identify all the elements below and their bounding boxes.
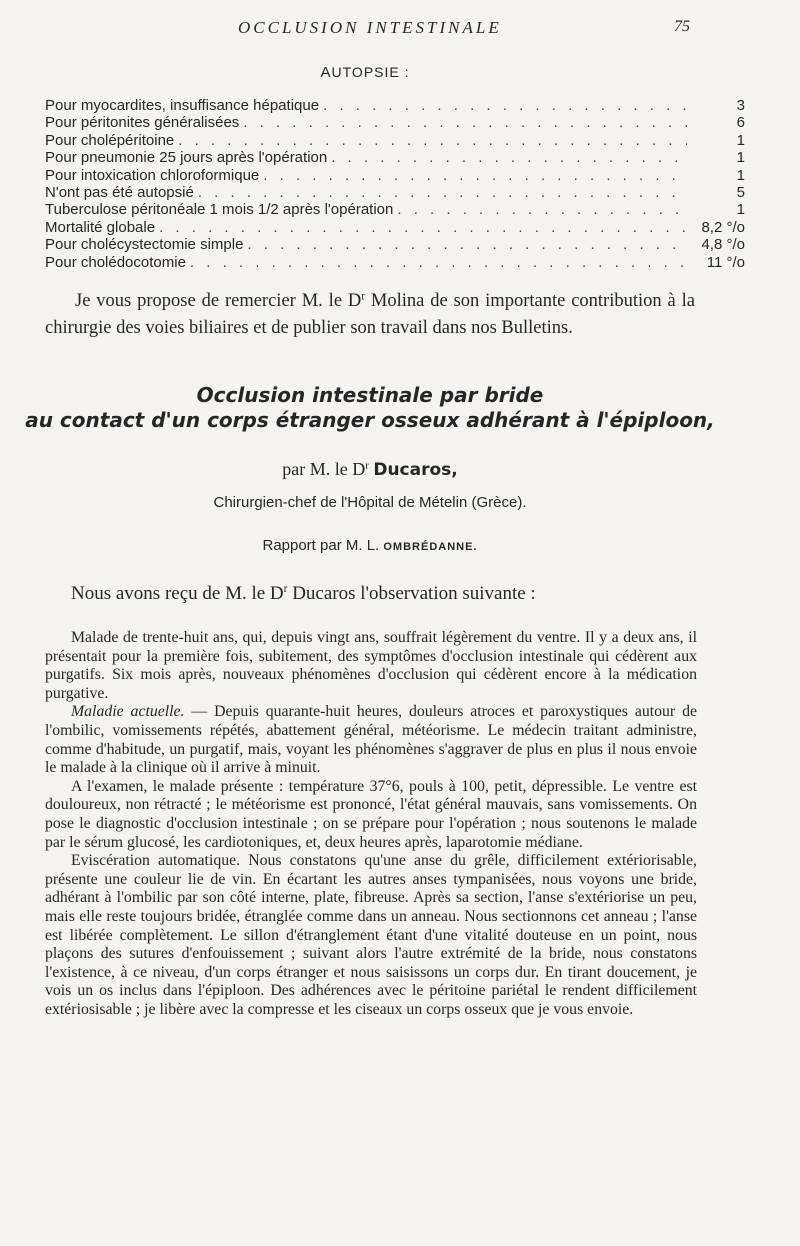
- article-title-line-1: Occlusion intestinale par bride: [196, 383, 544, 407]
- stat-label: Pour péritonites généralisées: [45, 114, 240, 132]
- stat-row: [45, 114, 745, 131]
- article-title-line-2: au contact d'un corps étranger osseux adhérant à l'épiploon,: [25, 408, 715, 432]
- article-title: [0, 383, 740, 433]
- stat-value: 5: [736, 183, 745, 201]
- author-name: Ducaros,: [373, 460, 458, 480]
- dot-leader: [263, 167, 687, 184]
- stat-label: Pour cholécystectomie simple: [45, 236, 244, 254]
- stat-value: 1: [736, 149, 745, 167]
- dot-leader: [159, 219, 687, 236]
- stat-value: 11 °/o: [706, 253, 745, 271]
- stat-label: Pour pneumonie 25 jours après l'opération: [45, 149, 328, 167]
- reception-text-start: Nous avons reçu de M. le D: [71, 583, 284, 604]
- stat-row: [45, 184, 745, 201]
- stat-row: [45, 97, 745, 114]
- autopsy-heading-colon: :: [399, 64, 410, 80]
- stat-label: Pour myocardites, insuffisance hépatique: [45, 97, 320, 114]
- dot-leader: [178, 132, 687, 149]
- molina-text-end: Molina de son importante contribution à la chirurgie des voies biliaires et de publier son travail dans nos Bulletins.: [45, 291, 695, 338]
- body-paragraph-2: [45, 703, 697, 777]
- author-affiliation: Chirurgien-chef de l'Hôpital de Mételin (Grèce).: [213, 494, 527, 511]
- stat-value: 1: [736, 166, 745, 184]
- dot-leader: [247, 236, 687, 253]
- stat-row: [45, 236, 745, 253]
- reception-text-end: Ducaros l'observation suivante :: [287, 583, 536, 604]
- molina-paragraph: [45, 288, 695, 342]
- body-paragraph-2-label: Maladie actuelle.: [71, 703, 185, 721]
- stat-value: 1: [736, 131, 745, 149]
- author-doctor-sup: r: [365, 459, 369, 472]
- stat-row: [45, 149, 745, 166]
- stat-row: [45, 201, 745, 218]
- reception-doctor-sup: r: [283, 583, 288, 596]
- author-prefix: par M. le D: [282, 459, 366, 479]
- body-paragraph-2-text: — Depuis quarante-huit heures, douleurs atroces et paroxystiques autour de l'ombilic, vomissements répétés, abattement général, météorisme. Le médecin traitant administre, comme d'habitude, un purgatif, mais, voyant les phénomènes s'aggraver de plus en plus il nous envoie le malade à la clinique où il arrive à minuit.: [45, 703, 697, 777]
- stat-row: [45, 254, 745, 271]
- dot-leader: [323, 97, 687, 114]
- molina-doctor-sup: r: [361, 290, 365, 303]
- stat-row: [45, 219, 745, 236]
- running-title: OCCLUSION INTESTINALE: [238, 18, 502, 37]
- stat-value: 6: [736, 114, 745, 132]
- autopsy-statistics-list: [45, 97, 745, 271]
- author-line: [0, 459, 740, 480]
- rapport-line: [0, 537, 740, 554]
- stat-label: Pour cholépéritoine: [45, 131, 175, 149]
- stat-label: Pour intoxication chloroformique: [45, 166, 260, 184]
- dot-leader: [190, 254, 687, 271]
- reception-line: [71, 583, 536, 605]
- body-paragraph-1: Malade de trente-huit ans, qui, depuis vingt ans, souffrait légèrement du ventre. Il y a deux ans, il présentait pour la première fois, subitement, des symptômes d'occlusion intestinale qui cédèrent aux purgatifs. Six mois après, nouveaux phénomènes d'occlusion qui cédèrent encore à la médication purgative.: [45, 629, 697, 702]
- rapport-prefix: Rapport par M. L.: [262, 537, 384, 554]
- body-paragraph-4: Eviscération automatique. Nous constatons qu'une anse du grêle, difficilement extériorisable, présente une couleur lie de vin. En écartant les autres anses tympanisées, nous voyons une bride, adhérant à l'ombilic par son côté interne, plate, fibreuse. Après sa section, l'anse s'extériorise un peu, mais elle reste toujours bridée, étranglée comme dans un anneau. Nous sectionnons cet anneau ; l'anse est libérée complètement. Le sillon d'étranglement étant d'une vitalité douteuse en un point, nous plaçons des sutures d'enfouissement ; suivant alors l'autre extrémité de la bride, nous constatons l'existence, à ce niveau, d'un corps étranger et nous saisissons un corps dur. En tirant doucement, je vois un os inclus dans l'épiploon. Des adhérences avec le péritoine pariétal le rendent difficilement extériosisable ; je libère avec la compresse et les ciseaux un corps osseux que je vous envoie.: [45, 852, 697, 1018]
- stat-value: 3: [736, 97, 745, 114]
- stat-row: [45, 132, 745, 149]
- autopsy-heading-initial: A: [320, 64, 332, 81]
- autopsy-heading-rest: UTOPSIE: [331, 64, 400, 80]
- dot-leader: [331, 149, 687, 166]
- stat-row: [45, 167, 745, 184]
- autopsy-heading: [0, 64, 730, 81]
- stat-value: 8,2 °/o: [701, 218, 745, 236]
- rapporteur-name: OMBRÉDANNE.: [383, 541, 478, 553]
- running-head: [0, 18, 800, 42]
- observation-body: [45, 629, 697, 1019]
- molina-text-start: Je vous propose de remercier M. le D: [75, 291, 362, 311]
- stat-label: Tuberculose péritonéale 1 mois 1/2 après l'opération: [45, 201, 394, 219]
- dot-leader: [397, 201, 687, 218]
- stat-label: Pour cholédocotomie: [45, 253, 186, 271]
- stat-value: 1: [736, 201, 745, 219]
- stat-value: 4,8 °/o: [701, 236, 745, 254]
- stat-label: N'ont pas été autopsié: [45, 183, 194, 201]
- dot-leader: [243, 114, 687, 131]
- stat-label: Mortalité globale: [45, 218, 156, 236]
- page-number: 75: [674, 18, 690, 35]
- body-paragraph-3: A l'examen, le malade présente : température 37°6, pouls à 100, petit, dépressible. Le ventre est douloureux, non rétracté ; le météorisme est prononcé, l'état général mauvais, sans vomissements. On pose le diagnostic d'occlusion intestinale ; on se prépare pour l'opération ; nous soutenons le malade par le sérum glucosé, les cardiotoniques, et, deux heures après, laparotomie médiane.: [45, 777, 697, 851]
- dot-leader: [198, 184, 687, 201]
